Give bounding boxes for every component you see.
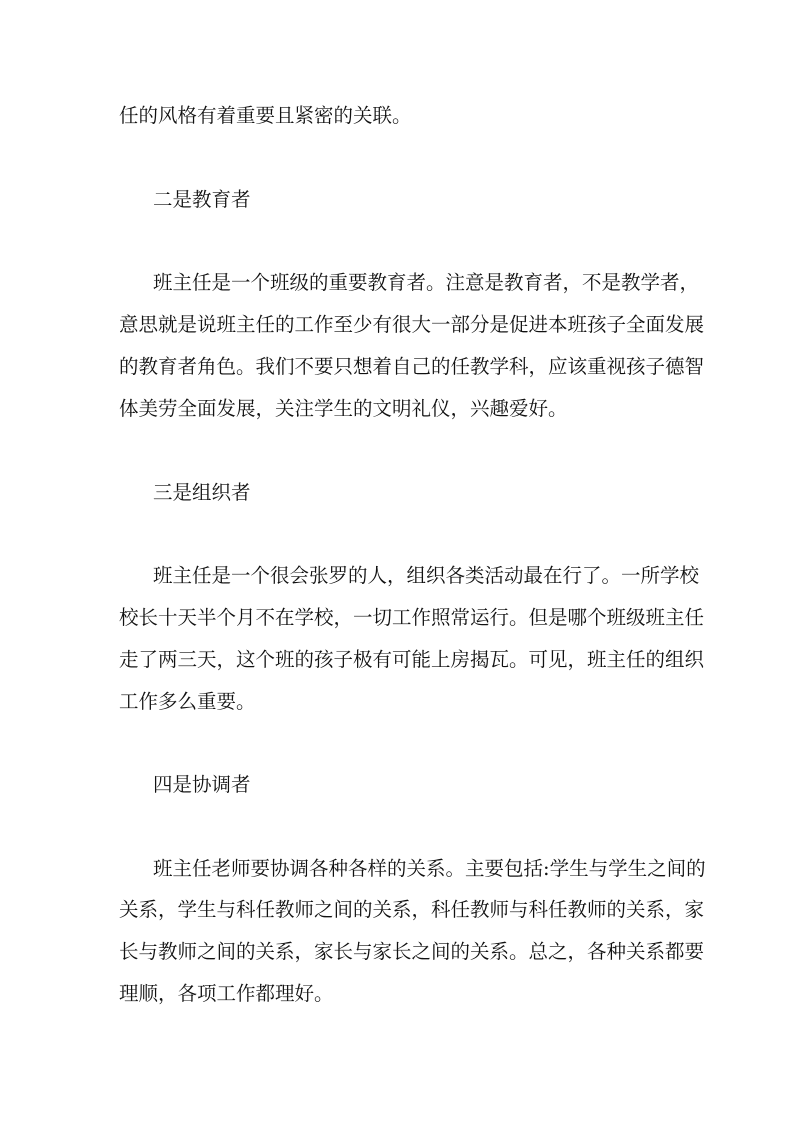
paragraph-organizer-line: 班主任是一个很会张罗的人，组织各类活动最在行了。一所学校 (153, 564, 700, 587)
paragraph-organizer-line: 校长十天半个月不在学校，一切工作照常运行。但是哪个班级班主任 (119, 606, 705, 629)
paragraph-educator-line: 体美劳全面发展，关注学生的文明礼仪，兴趣爱好。 (119, 397, 568, 420)
section-heading-organizer: 三是组织者 (153, 481, 251, 504)
paragraph-organizer-line: 走了两三天，这个班的孩子极有可能上房揭瓦。可见，班主任的组织 (119, 648, 705, 671)
paragraph-educator-line: 的教育者角色。我们不要只想着自己的任教学科，应该重视孩子德智 (119, 355, 705, 378)
paragraph-coordinator-line: 理顺，各项工作都理好。 (119, 982, 334, 1005)
section-heading-educator: 二是教育者 (153, 188, 251, 211)
paragraph-coordinator-line: 关系，学生与科任教师之间的关系，科任教师与科任教师的关系，家 (119, 898, 705, 921)
paragraph-educator-line: 意思就是说班主任的工作至少有很大一部分是促进本班孩子全面发展 (119, 313, 705, 336)
paragraph-intro-line: 任的风格有着重要且紧密的关联。 (119, 104, 412, 127)
paragraph-organizer-line: 工作多么重要。 (119, 690, 256, 713)
section-heading-coordinator: 四是协调者 (153, 773, 251, 796)
paragraph-educator-line: 班主任是一个班级的重要教育者。注意是教育者，不是教学者， (153, 271, 700, 294)
paragraph-coordinator-line: 班主任老师要协调各种各样的关系。主要包括:学生与学生之间的 (153, 857, 706, 880)
paragraph-coordinator-line: 长与教师之间的关系，家长与家长之间的关系。总之，各种关系都要 (119, 940, 705, 963)
